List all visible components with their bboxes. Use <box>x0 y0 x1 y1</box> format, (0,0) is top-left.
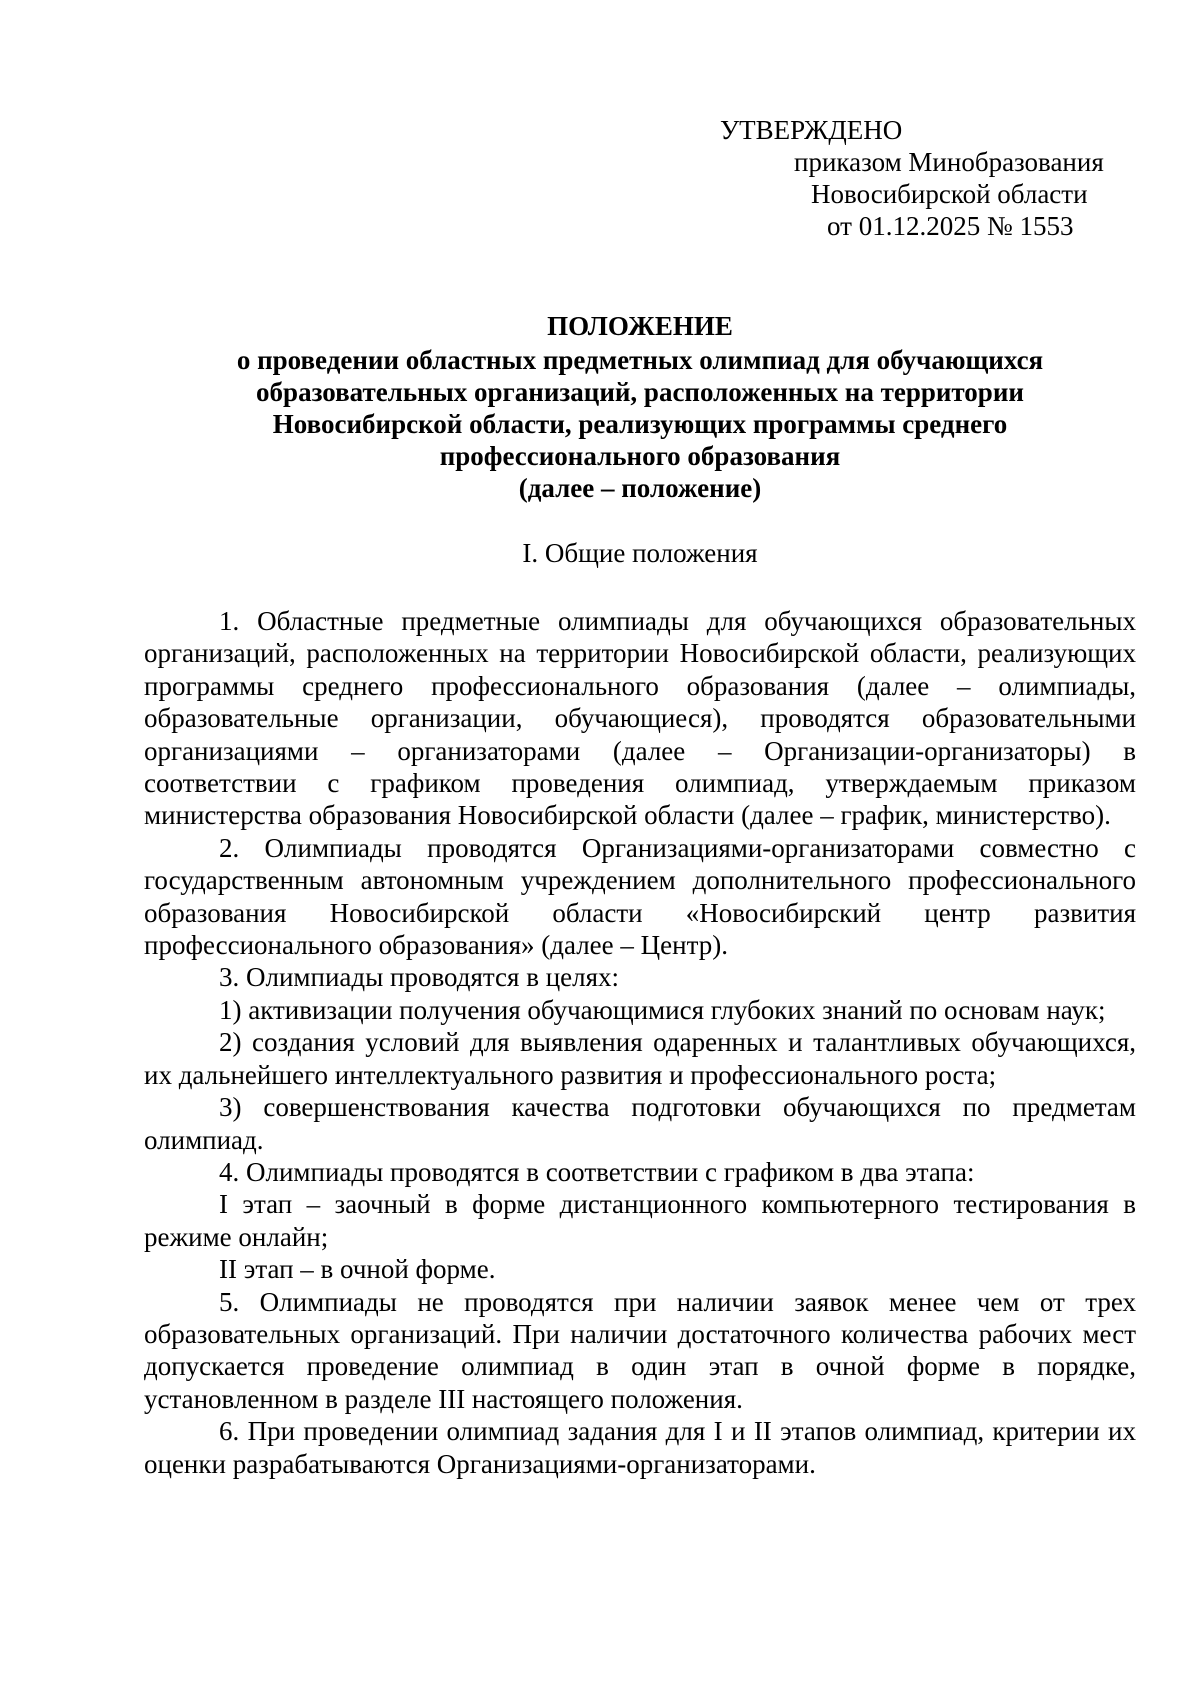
approval-line-date-number: от 01.12.2025 № 1553 <box>827 211 1074 241</box>
document-title: ПОЛОЖЕНИЕ <box>547 311 733 341</box>
paragraph: 2. Олимпиады проводятся Организациями-организаторами совместно с государственным автономным учреждением дополнительного профессионального образования Новосибирской области «Новосибирский центр развития профессионального образования» (далее – Центр). <box>144 832 1136 961</box>
document-subtitle-line: о проведении областных предметных олимпиад для обучающихся <box>236 345 1044 375</box>
document-subtitle-line: (далее – положение) <box>518 473 762 503</box>
document-subtitle-line: образовательных организаций, расположенных на территории <box>256 377 1024 407</box>
approval-line-order: приказом Минобразования <box>794 147 1104 177</box>
paragraph: 2) создания условий для выявления одаренных и талантливых обучающихся, их дальнейшего интеллектуального развития и профессионального роста; <box>144 1027 1136 1090</box>
document-subtitle-line: Новосибирской области, реализующих программы среднего <box>272 409 1008 439</box>
paragraph: II этап – в очной форме. <box>219 1254 496 1285</box>
paragraph: 6. При проведении олимпиад задания для I и II этапов олимпиад, критерии их оценки разрабатываются Организациями-организаторами. <box>144 1416 1136 1479</box>
paragraph: 3. Олимпиады проводятся в целях: <box>219 962 620 993</box>
document-body <box>144 605 1136 1480</box>
paragraph: 1. Областные предметные олимпиады для обучающихся образовательных организаций, расположенных на территории Новосибирской области, реализующих программы среднего профессионального образования (далее – олимпиады, образовательные организации, обучающиеся), проводятся образовательными организациями – организаторами (далее – Организации-организаторы) в соответствии с графиком проведения олимпиад, утверждаемым приказом министерства образования Новосибирской области (далее – график, министерство). <box>144 606 1136 831</box>
section-title: I. Общие положения <box>522 538 758 568</box>
approval-title: УТВЕРЖДЕНО <box>720 115 903 145</box>
document-heading <box>140 310 1140 504</box>
document-subtitle-line: профессионального образования <box>439 441 841 471</box>
approval-stamp-block <box>720 114 1140 242</box>
paragraph: 5. Олимпиады не проводятся при наличии заявок менее чем от трех образовательных организаций. При наличии достаточного количества рабочих мест допускается проведение олимпиад в один этап в очной форме в порядке, установленном в разделе III настоящего положения. <box>144 1286 1136 1414</box>
paragraph: 4. Олимпиады проводятся в соответствии с графиком в два этапа: <box>219 1156 975 1187</box>
approval-line-region: Новосибирской области <box>811 179 1088 209</box>
paragraph: 3) совершенствования качества подготовки обучающихся по предметам олимпиад. <box>144 1092 1136 1155</box>
paragraph: 1) активизации получения обучающимися глубоких знаний по основам наук; <box>219 994 1106 1025</box>
paragraph: I этап – заочный в форме дистанционного компьютерного тестирования в режиме онлайн; <box>144 1189 1136 1252</box>
